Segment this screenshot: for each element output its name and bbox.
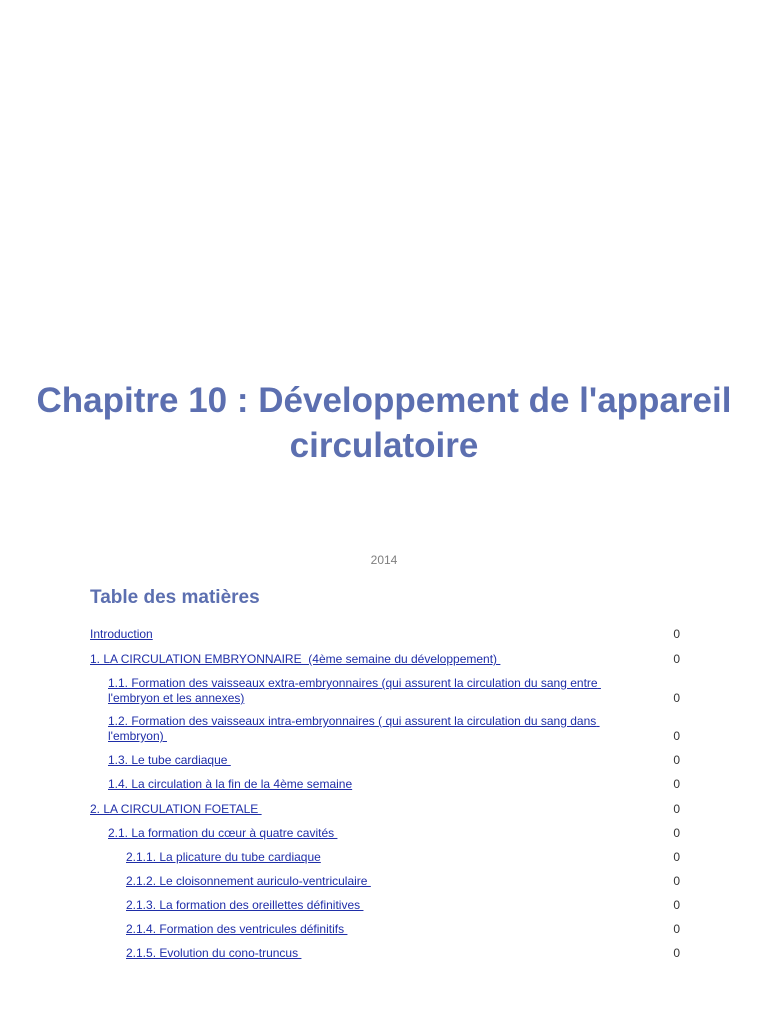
- toc-link-1-1[interactable]: 1.1. Formation des vaisseaux extra-embryonnaires (qui assurent la circulation du sang entre l'embryon et les annexes): [108, 676, 601, 705]
- toc-entry: [90, 946, 680, 961]
- toc-heading: Table des matières: [90, 587, 260, 608]
- toc-page-number: 0: [673, 627, 680, 641]
- toc-page-number: 0: [673, 802, 680, 816]
- toc-entry: [90, 826, 680, 841]
- toc-entry: [90, 652, 680, 667]
- document-year: 2014: [370, 553, 398, 567]
- toc-entry: [90, 874, 680, 889]
- toc-page-number: 0: [673, 729, 680, 743]
- toc-link-2-1-5[interactable]: 2.1.5. Evolution du cono-truncus: [126, 946, 302, 960]
- toc-entry: [90, 922, 680, 937]
- toc-page-number: 0: [673, 753, 680, 767]
- toc-link-2[interactable]: 2. LA CIRCULATION FOETALE: [90, 802, 262, 816]
- toc-entry: [90, 777, 680, 792]
- toc-entry: [90, 753, 680, 768]
- toc-page-number: 0: [673, 946, 680, 960]
- document-title: Chapitre 10 : Développement de l'appareil circulatoire: [36, 381, 732, 465]
- toc-page-number: 0: [673, 874, 680, 888]
- toc-page-number: 0: [673, 826, 680, 840]
- toc-page-number: 0: [673, 898, 680, 912]
- toc-link-1[interactable]: 1. LA CIRCULATION EMBRYONNAIRE (4ème semaine du développement): [90, 652, 501, 666]
- toc-page-number: 0: [673, 652, 680, 666]
- toc-entry: [90, 850, 680, 865]
- toc-entry: [90, 627, 680, 642]
- toc-link-2-1-3[interactable]: 2.1.3. La formation des oreillettes définitives: [126, 898, 364, 912]
- toc-entry: [90, 802, 680, 817]
- toc-link-2-1-1[interactable]: 2.1.1. La plicature du tube cardiaque: [126, 850, 321, 864]
- toc-page-number: 0: [673, 777, 680, 791]
- toc-page-number: 0: [673, 691, 680, 705]
- toc-entry: [90, 898, 680, 913]
- toc-link-1-3[interactable]: 1.3. Le tube cardiaque: [108, 753, 231, 767]
- toc-link-1-4[interactable]: 1.4. La circulation à la fin de la 4ème semaine: [108, 777, 353, 791]
- toc-entry: [90, 676, 680, 706]
- toc-page-number: 0: [673, 850, 680, 864]
- toc-link-2-1-4[interactable]: 2.1.4. Formation des ventricules définitifs: [126, 922, 348, 936]
- toc-link-2-1[interactable]: 2.1. La formation du cœur à quatre cavités: [108, 826, 338, 840]
- toc-page-number: 0: [673, 922, 680, 936]
- toc-link-2-1-2[interactable]: 2.1.2. Le cloisonnement auriculo-ventriculaire: [126, 874, 371, 888]
- toc-entry: [90, 714, 680, 744]
- toc-link-1-2[interactable]: 1.2. Formation des vaisseaux intra-embryonnaires ( qui assurent la circulation du sang dans l'embryon): [108, 714, 600, 743]
- toc-link-introduction[interactable]: Introduction: [90, 627, 153, 641]
